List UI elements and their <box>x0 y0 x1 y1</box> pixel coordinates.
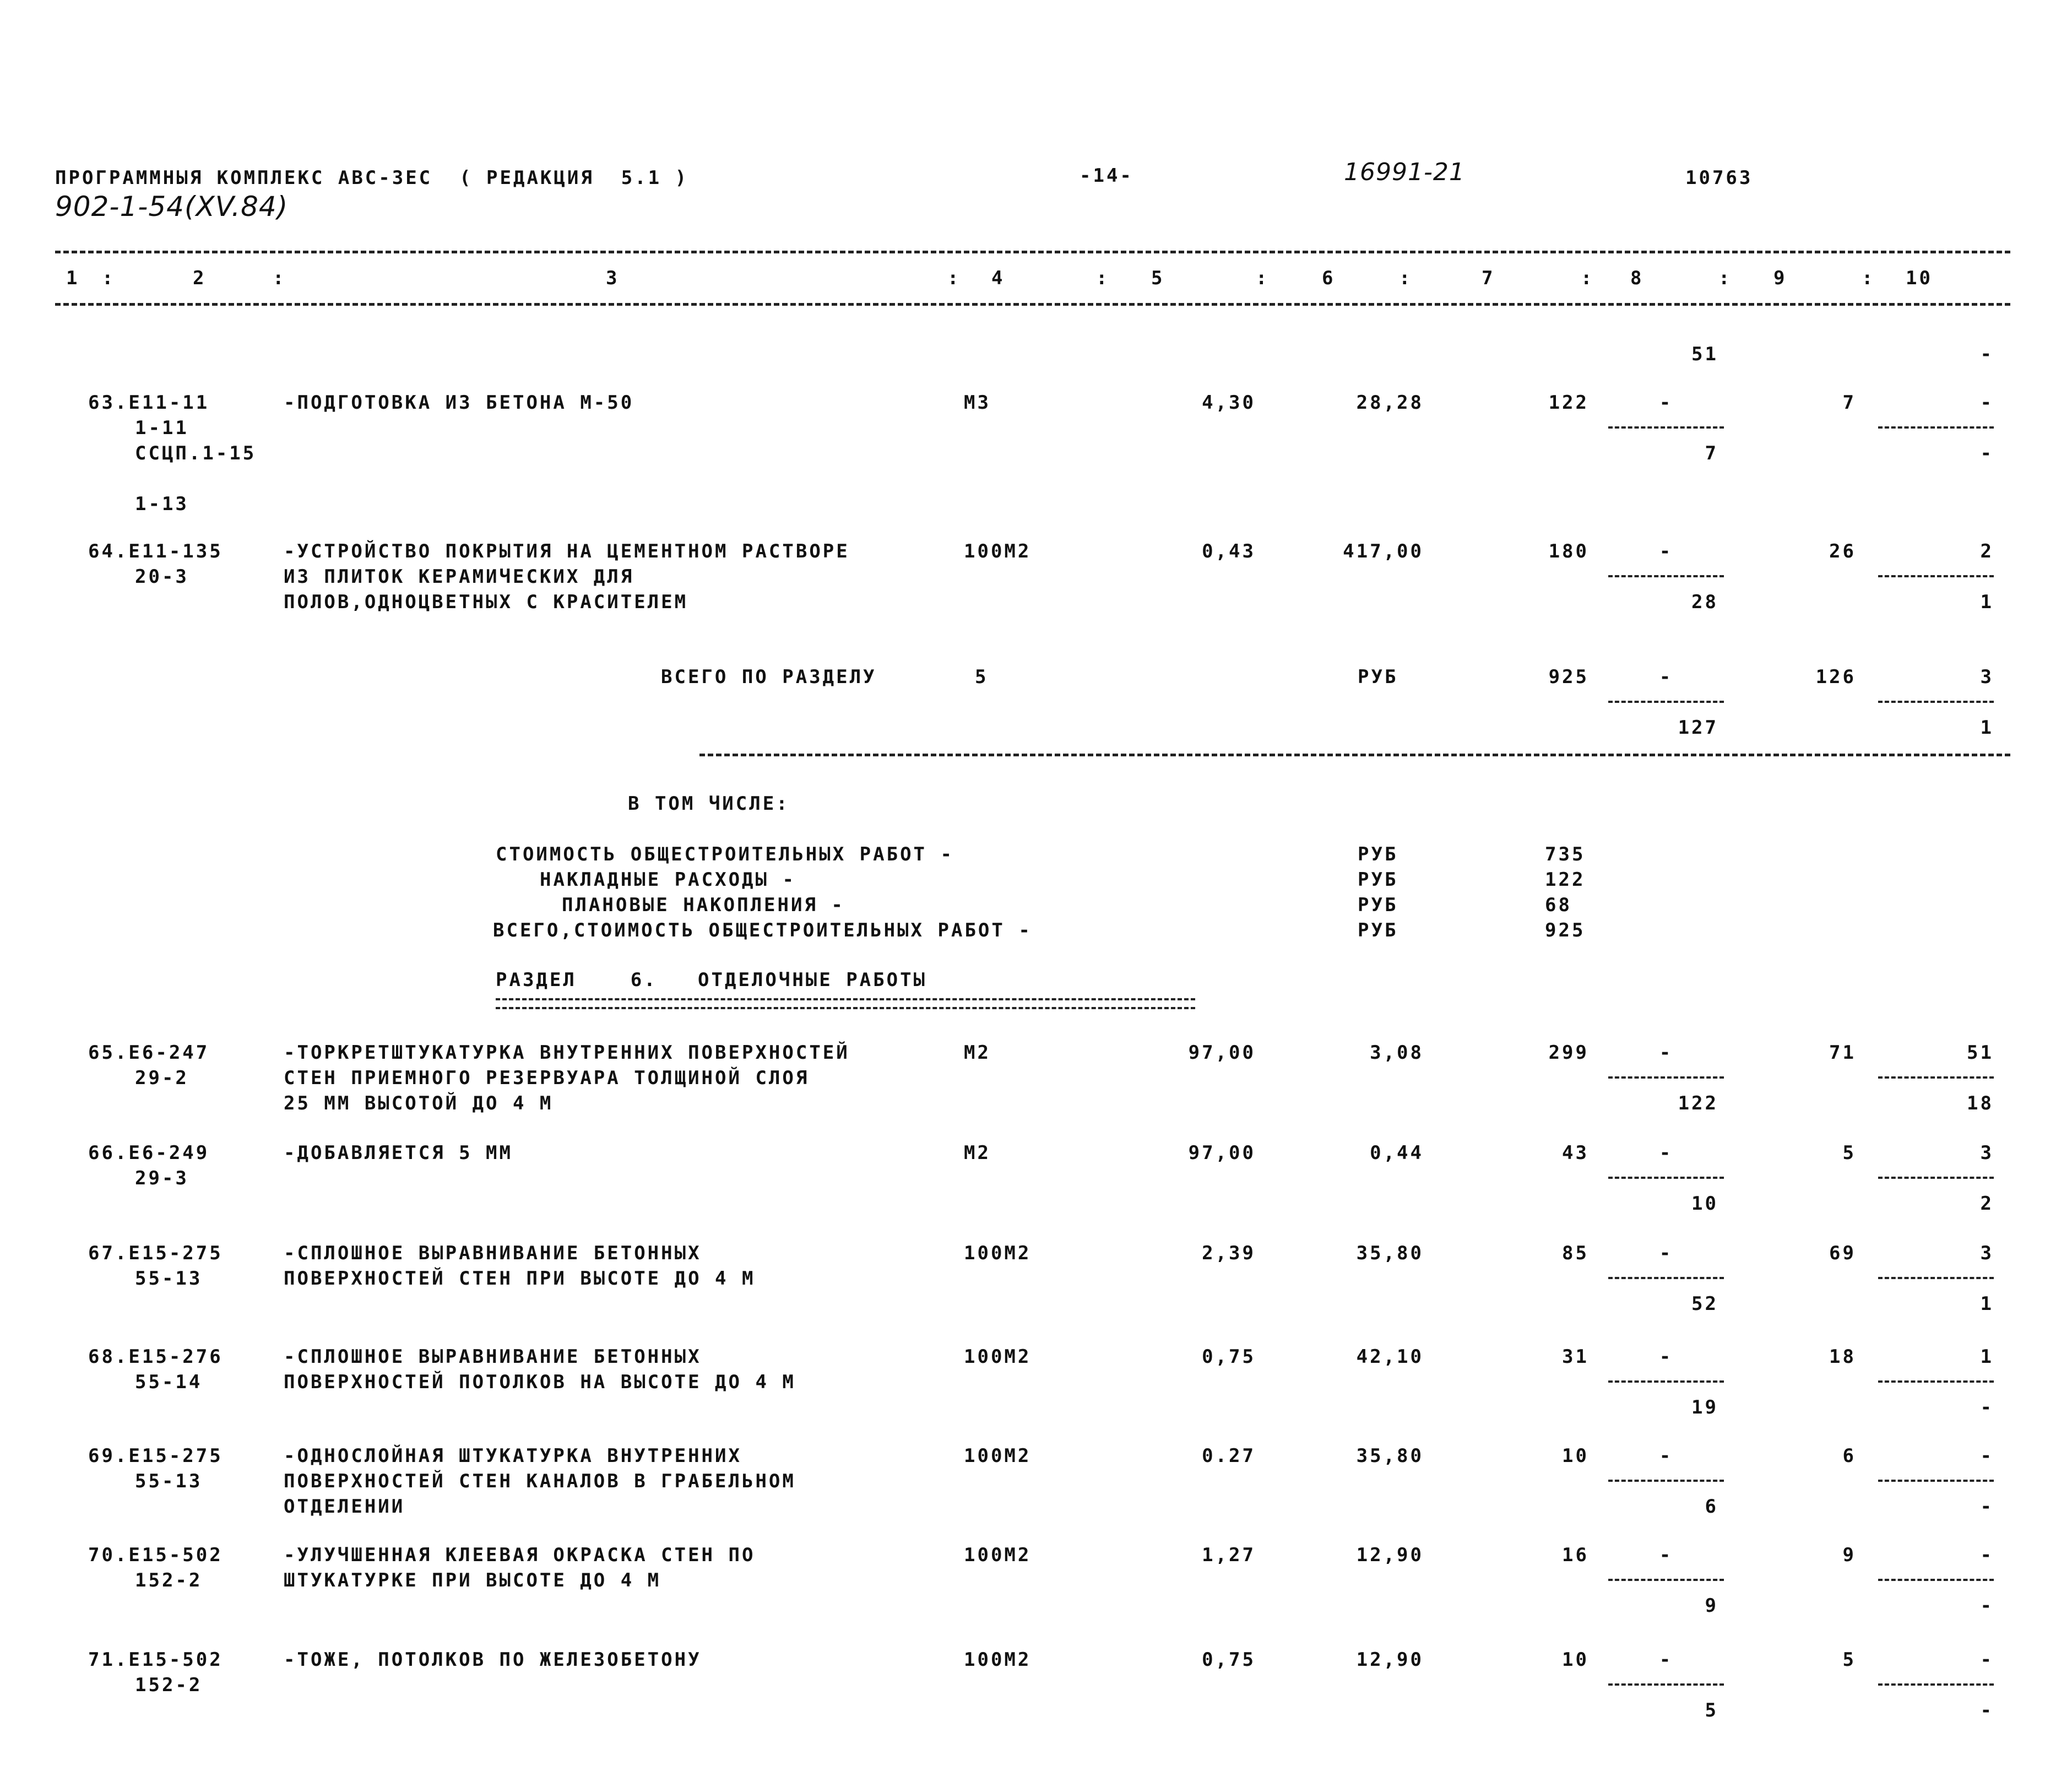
row-unit: М3 <box>964 392 991 414</box>
header-rule-bottom <box>55 303 2010 306</box>
column-header-9: 9 <box>1773 267 1787 289</box>
row-number: 63.Е11-11 <box>88 392 210 414</box>
row-ref: 55-13 <box>135 1268 203 1290</box>
carry-col8: 51 <box>1691 343 1718 365</box>
row-price: 42,10 <box>1356 1346 1424 1368</box>
row-price: 28,28 <box>1356 392 1424 414</box>
summary-value: 68 <box>1545 894 1572 916</box>
row-quantity: 97,00 <box>1188 1042 1256 1064</box>
row-col9: 5 <box>1842 1649 1856 1671</box>
row-ref: 29-3 <box>135 1167 189 1189</box>
row-ref: 20-3 <box>135 566 189 588</box>
row-col9: 9 <box>1842 1544 1856 1566</box>
fraction-line <box>1878 1277 1994 1279</box>
fraction-line <box>1608 1177 1724 1179</box>
row-col10-bottom: - <box>1980 1595 1994 1617</box>
column-header-7: 7 <box>1482 267 1495 289</box>
project-number: 902-1-54(XV.84) <box>55 191 289 223</box>
row-col10-top: 2 <box>1980 540 1994 562</box>
row-number: 64.Е11-135 <box>88 540 223 562</box>
fraction-line <box>1878 1579 1994 1581</box>
row-description: -ДОБАВЛЯЕТСЯ 5 ММ <box>284 1142 513 1164</box>
column-separator: : <box>1718 267 1732 289</box>
row-col8-bottom: 7 <box>1705 442 1718 464</box>
row-col8-bottom: 122 <box>1678 1092 1718 1114</box>
row-col10-bottom: 18 <box>1967 1092 1994 1114</box>
page-number: -14- <box>1080 165 1133 187</box>
row-quantity: 0,75 <box>1202 1649 1256 1671</box>
row-total: 299 <box>1548 1042 1589 1064</box>
fraction-line <box>1608 1480 1724 1482</box>
row-description: ПОВЕРХНОСТЕЙ ПОТОЛКОВ НА ВЫСОТЕ ДО 4 М <box>284 1371 796 1393</box>
row-description: СТЕН ПРИЕМНОГО РЕЗЕРВУАРА ТОЛЩИНОЙ СЛОЯ <box>284 1067 810 1089</box>
row-number: 71.Е15-502 <box>88 1649 223 1671</box>
row-description: -ТОРКРЕТШТУКАТУРКА ВНУТРЕННИХ ПОВЕРХНОСТЕЙ <box>284 1042 850 1064</box>
column-separator: : <box>1581 267 1594 289</box>
fraction-line <box>1608 426 1724 429</box>
row-col8-bottom: 19 <box>1691 1396 1718 1418</box>
row-description: -ОДНОСЛОЙНАЯ ШТУКАТУРКА ВНУТРЕННИХ <box>284 1445 742 1467</box>
row-unit: 100М2 <box>964 1544 1032 1566</box>
row-unit: 100М2 <box>964 1649 1032 1671</box>
column-separator: : <box>1399 267 1413 289</box>
row-col10-bottom: 1 <box>1980 1293 1994 1315</box>
summary-unit: РУБ <box>1358 843 1398 865</box>
section-total-amount: 925 <box>1548 666 1589 688</box>
doc-number: 16991-21 <box>1344 158 1465 186</box>
section-total-c10-bot: 1 <box>1980 717 1994 739</box>
row-ref: 152-2 <box>135 1569 203 1591</box>
fraction-line <box>1608 1380 1724 1383</box>
fraction-line <box>1878 1683 1994 1686</box>
row-ref: 55-14 <box>135 1371 203 1393</box>
fraction-line <box>1878 1076 1994 1079</box>
row-price: 35,80 <box>1356 1445 1424 1467</box>
fraction-line <box>1608 701 1724 703</box>
row-price: 0,44 <box>1370 1142 1424 1164</box>
summary-heading: В ТОМ ЧИСЛЕ: <box>628 793 790 815</box>
row-ref: 1-11 <box>135 417 189 439</box>
row-col9: 18 <box>1829 1346 1856 1368</box>
program-title: ПРОГРАММНЫЯ КОМПЛЕКС АВС-3ЕС ( РЕДАКЦИЯ 5.1 ) <box>55 167 689 189</box>
row-price: 12,90 <box>1356 1544 1424 1566</box>
column-separator: : <box>273 267 286 289</box>
row-description: ШТУКАТУРКЕ ПРИ ВЫСОТЕ ДО 4 М <box>284 1569 661 1591</box>
row-col10-bottom: - <box>1980 1699 1994 1721</box>
section-total-c10-top: 3 <box>1980 666 1994 688</box>
row-col9: 69 <box>1829 1242 1856 1264</box>
row-price: 35,80 <box>1356 1242 1424 1264</box>
row-description: ИЗ ПЛИТОК КЕРАМИЧЕСКИХ ДЛЯ <box>284 566 634 588</box>
column-header-4: 4 <box>991 267 1005 289</box>
row-col10-top: - <box>1980 1544 1994 1566</box>
row-description: -ПОДГОТОВКА ИЗ БЕТОНА М-50 <box>284 392 634 414</box>
row-total: 122 <box>1548 392 1589 414</box>
fraction-line <box>1608 1277 1724 1279</box>
row-col10-top: 1 <box>1980 1346 1994 1368</box>
column-header-10: 10 <box>1906 267 1933 289</box>
row-col9: 26 <box>1829 540 1856 562</box>
column-header-1: 1 <box>66 267 80 289</box>
row-ref: 1-13 <box>135 493 189 515</box>
summary-label: НАКЛАДНЫЕ РАСХОДЫ - <box>540 869 796 891</box>
row-price: 3,08 <box>1370 1042 1424 1064</box>
row-total: 180 <box>1548 540 1589 562</box>
column-header-6: 6 <box>1322 267 1336 289</box>
header-rule-top <box>55 251 2010 253</box>
summary-value: 925 <box>1545 919 1586 941</box>
summary-value: 735 <box>1545 843 1586 865</box>
row-description: -СПЛОШНОЕ ВЫРАВНИВАНИЕ БЕТОННЫХ <box>284 1346 702 1368</box>
row-col8-bottom: 5 <box>1705 1699 1718 1721</box>
section-total-c8-bot: 127 <box>1678 717 1718 739</box>
row-description: 25 ММ ВЫСОТОЙ ДО 4 М <box>284 1092 554 1114</box>
column-separator: : <box>1256 267 1270 289</box>
row-number: 65.Е6-247 <box>88 1042 210 1064</box>
row-col8-top: - <box>1659 1142 1673 1164</box>
carry-col10: - <box>1980 343 1994 365</box>
section-total-section: 5 <box>975 666 989 688</box>
row-description: ОТДЕЛЕНИИ <box>284 1496 405 1518</box>
column-separator: : <box>1096 267 1110 289</box>
row-unit: М2 <box>964 1142 991 1164</box>
row-quantity: 1,27 <box>1202 1544 1256 1566</box>
summary-unit: РУБ <box>1358 869 1398 891</box>
row-unit: 100М2 <box>964 1242 1032 1264</box>
row-price: 417,00 <box>1343 540 1424 562</box>
row-description: -УСТРОЙСТВО ПОКРЫТИЯ НА ЦЕМЕНТНОМ РАСТВОРЕ <box>284 540 850 562</box>
row-col8-top: - <box>1659 1042 1673 1064</box>
fraction-line <box>1608 1579 1724 1581</box>
row-col8-top: - <box>1659 540 1673 562</box>
code-number: 10763 <box>1685 167 1753 189</box>
fraction-line <box>1608 1683 1724 1686</box>
summary-label: ПЛАНОВЫЕ НАКОПЛЕНИЯ - <box>562 894 845 916</box>
fraction-line <box>1878 1177 1994 1179</box>
row-quantity: 4,30 <box>1202 392 1256 414</box>
column-separator: : <box>947 267 961 289</box>
summary-label: ВСЕГО,СТОИМОСТЬ ОБЩЕСТРОИТЕЛЬНЫХ РАБОТ - <box>493 919 1032 941</box>
row-unit: 100М2 <box>964 1445 1032 1467</box>
fraction-line <box>1878 575 1994 577</box>
row-ref: 55-13 <box>135 1470 203 1492</box>
row-ref: 29-2 <box>135 1067 189 1089</box>
section-total-c8-top: - <box>1659 666 1673 688</box>
row-col8-bottom: 28 <box>1691 591 1718 613</box>
row-quantity: 0,43 <box>1202 540 1256 562</box>
row-col8-bottom: 10 <box>1691 1193 1718 1215</box>
row-col10-top: 51 <box>1967 1042 1994 1064</box>
row-col10-top: - <box>1980 1445 1994 1467</box>
fraction-line <box>1878 701 1994 703</box>
row-col8-top: - <box>1659 1445 1673 1467</box>
row-col10-top: 3 <box>1980 1142 1994 1164</box>
column-header-2: 2 <box>193 267 207 289</box>
section6-heading: РАЗДЕЛ 6. ОТДЕЛОЧНЫЕ РАБОТЫ <box>496 969 927 991</box>
column-header-5: 5 <box>1151 267 1165 289</box>
row-quantity: 0,75 <box>1202 1346 1256 1368</box>
column-separator: : <box>102 267 116 289</box>
row-col8-bottom: 9 <box>1705 1595 1718 1617</box>
row-number: 70.Е15-502 <box>88 1544 223 1566</box>
row-total: 85 <box>1562 1242 1589 1264</box>
row-ref: ССЦП.1-15 <box>135 442 257 464</box>
row-col8-top: - <box>1659 1346 1673 1368</box>
row-quantity: 2,39 <box>1202 1242 1256 1264</box>
row-col9: 7 <box>1842 392 1856 414</box>
summary-value: 122 <box>1545 869 1586 891</box>
column-separator: : <box>1862 267 1875 289</box>
row-description: ПОЛОВ,ОДНОЦВЕТНЫХ С КРАСИТЕЛЕМ <box>284 591 688 613</box>
row-unit: 100М2 <box>964 540 1032 562</box>
row-description: -ТОЖЕ, ПОТОЛКОВ ПО ЖЕЛЕЗОБЕТОНУ <box>284 1649 702 1671</box>
row-description: -СПЛОШНОЕ ВЫРАВНИВАНИЕ БЕТОННЫХ <box>284 1242 702 1264</box>
row-total: 16 <box>1562 1544 1589 1566</box>
fraction-line <box>1608 575 1724 577</box>
section-total-unit: РУБ <box>1358 666 1398 688</box>
row-col8-bottom: 52 <box>1691 1293 1718 1315</box>
row-unit: 100М2 <box>964 1346 1032 1368</box>
row-number: 69.Е15-275 <box>88 1445 223 1467</box>
row-col10-bottom: - <box>1980 442 1994 464</box>
section-total-c9: 126 <box>1815 666 1856 688</box>
row-total: 31 <box>1562 1346 1589 1368</box>
section-total-label: ВСЕГО ПО РАЗДЕЛУ <box>661 666 877 688</box>
summary-label: СТОИМОСТЬ ОБЩЕСТРОИТЕЛЬНЫХ РАБОТ - <box>496 843 954 865</box>
row-quantity: 0.27 <box>1202 1445 1256 1467</box>
row-col10-bottom: 2 <box>1980 1193 1994 1215</box>
row-col10-top: - <box>1980 1649 1994 1671</box>
row-col8-top: - <box>1659 1649 1673 1671</box>
row-quantity: 97,00 <box>1188 1142 1256 1164</box>
summary-unit: РУБ <box>1358 919 1398 941</box>
row-description: ПОВЕРХНОСТЕЙ СТЕН ПРИ ВЫСОТЕ ДО 4 М <box>284 1268 756 1290</box>
row-col10-bottom: - <box>1980 1396 1994 1418</box>
row-number: 68.Е15-276 <box>88 1346 223 1368</box>
column-header-8: 8 <box>1630 267 1644 289</box>
row-col8-bottom: 6 <box>1705 1496 1718 1518</box>
row-unit: М2 <box>964 1042 991 1064</box>
row-total: 43 <box>1562 1142 1589 1164</box>
row-col10-bottom: 1 <box>1980 591 1994 613</box>
row-col8-top: - <box>1659 1242 1673 1264</box>
row-description: ПОВЕРХНОСТЕЙ СТЕН КАНАЛОВ В ГРАБЕЛЬНОМ <box>284 1470 796 1492</box>
row-price: 12,90 <box>1356 1649 1424 1671</box>
row-col10-top: - <box>1980 392 1994 414</box>
row-total: 10 <box>1562 1445 1589 1467</box>
column-header-3: 3 <box>606 267 620 289</box>
row-col10-bottom: - <box>1980 1496 1994 1518</box>
row-col9: 5 <box>1842 1142 1856 1164</box>
row-ref: 152-2 <box>135 1674 203 1696</box>
fraction-line <box>1878 1380 1994 1383</box>
row-col10-top: 3 <box>1980 1242 1994 1264</box>
summary-unit: РУБ <box>1358 894 1398 916</box>
row-number: 67.Е15-275 <box>88 1242 223 1264</box>
row-col8-top: - <box>1659 392 1673 414</box>
fraction-line <box>1878 426 1994 429</box>
row-col9: 71 <box>1829 1042 1856 1064</box>
fraction-line <box>1608 1076 1724 1079</box>
section-total-rule <box>699 754 2010 756</box>
fraction-line <box>1878 1480 1994 1482</box>
row-total: 10 <box>1562 1649 1589 1671</box>
row-number: 66.Е6-249 <box>88 1142 210 1164</box>
row-col9: 6 <box>1842 1445 1856 1467</box>
section6-underline <box>496 998 1195 1009</box>
row-description: -УЛУЧШЕННАЯ КЛЕЕВАЯ ОКРАСКА СТЕН ПО <box>284 1544 756 1566</box>
row-col8-top: - <box>1659 1544 1673 1566</box>
